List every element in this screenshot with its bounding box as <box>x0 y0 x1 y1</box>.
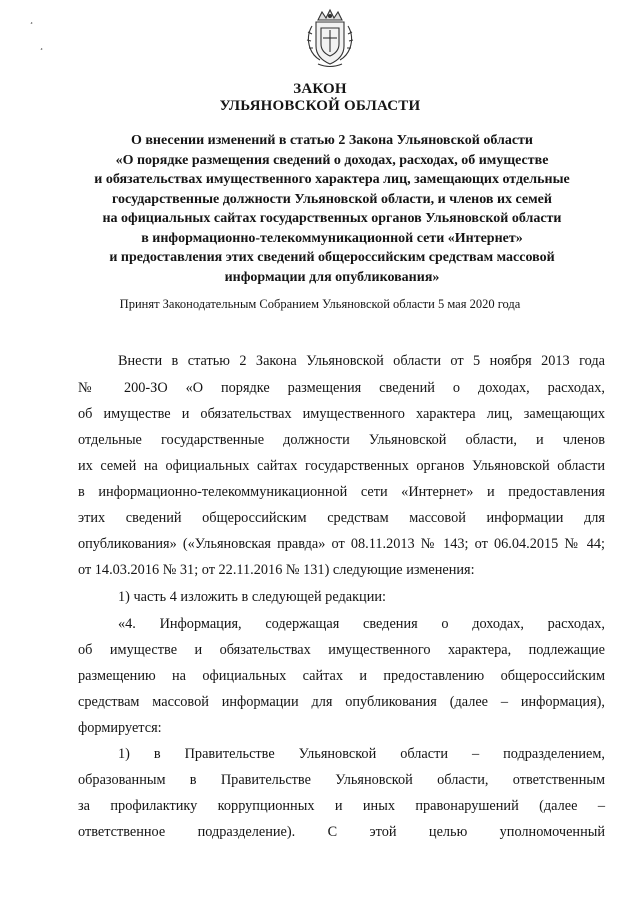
law-subject <box>58 131 606 287</box>
body-line: их семей на официальных сайтах государственных органов Ульяновской области <box>78 458 605 474</box>
subject-line: информации для опубликования» <box>224 269 440 285</box>
body-line: этих сведений общероссийским средствам массовой информации для <box>78 510 605 526</box>
body-line: в информационно-телекоммуникационной сети «Интернет» и предоставления <box>78 484 605 500</box>
body-line: об имуществе и обязательствах имущественного характера, подлежащие <box>78 642 605 658</box>
subject-line: «О порядке размещения сведений о доходах, расходах, об имуществе <box>115 152 549 168</box>
body-line: № 200-ЗО «О порядке размещения сведений о доходах, расходах, <box>78 380 605 396</box>
body-line: образованным в Правительстве Ульяновской области, ответственным <box>78 772 605 788</box>
ulyanovsk-coat-of-arms-icon <box>298 6 362 70</box>
body-line: «4. Информация, содержащая сведения о доходах, расходах, <box>118 616 605 632</box>
subject-line: О внесении изменений в статью 2 Закона Ульяновской области <box>130 133 533 148</box>
body-line: 1) часть 4 изложить в следующей редакции: <box>118 589 386 605</box>
body-line: формируется: <box>78 720 162 736</box>
subject-line: и обязательствах имущественного характера лиц, замещающих отдельные <box>94 172 570 187</box>
adoption-note: Принят Законодательным Собранием Ульяновской области 5 мая 2020 года <box>119 297 521 311</box>
body-line: за профилактику коррупционных и иных правонарушений (далее – <box>78 798 605 814</box>
body-line: размещению на официальных сайтах и предоставлению общероссийским <box>78 668 605 684</box>
subject-line: государственные должности Ульяновской области, и членов их семей <box>112 191 552 207</box>
region-title: УЛЬЯНОВСКОЙ ОБЛАСТИ <box>219 98 421 114</box>
body-line: Внести в статью 2 Закона Ульяновской области от 5 ноября 2013 года <box>118 353 605 369</box>
body-line: ответственное подразделение). С этой целью уполномоченный <box>78 824 605 840</box>
scan-artifact-mark: ¸ <box>30 14 33 24</box>
subject-line: в информационно-телекоммуникационной сети «Интернет» <box>141 230 523 246</box>
scan-artifact-mark: ¸ <box>40 40 43 50</box>
body-line: средствам массовой информации для опубликования (далее – информация), <box>78 694 605 710</box>
body-line: от 14.03.2016 № 31; от 22.11.2016 № 131) следующие изменения: <box>78 562 475 578</box>
body-line: опубликования» («Ульяновская правда» от 08.11.2013 № 143; от 06.04.2015 № 44; <box>78 536 605 552</box>
subject-line: и предоставления этих сведений общероссийским средствам массовой <box>109 250 555 265</box>
body-line: 1) в Правительстве Ульяновской области – подразделением, <box>118 746 605 762</box>
law-label: ЗАКОН <box>293 81 347 97</box>
body-line: об имуществе и обязательствах имущественного характера лиц, замещающих <box>78 406 605 422</box>
body-line: отдельные государственные должности Ульяновской области, и членов <box>78 432 605 448</box>
subject-line: на официальных сайтах государственных органов Ульяновской области <box>102 211 562 226</box>
